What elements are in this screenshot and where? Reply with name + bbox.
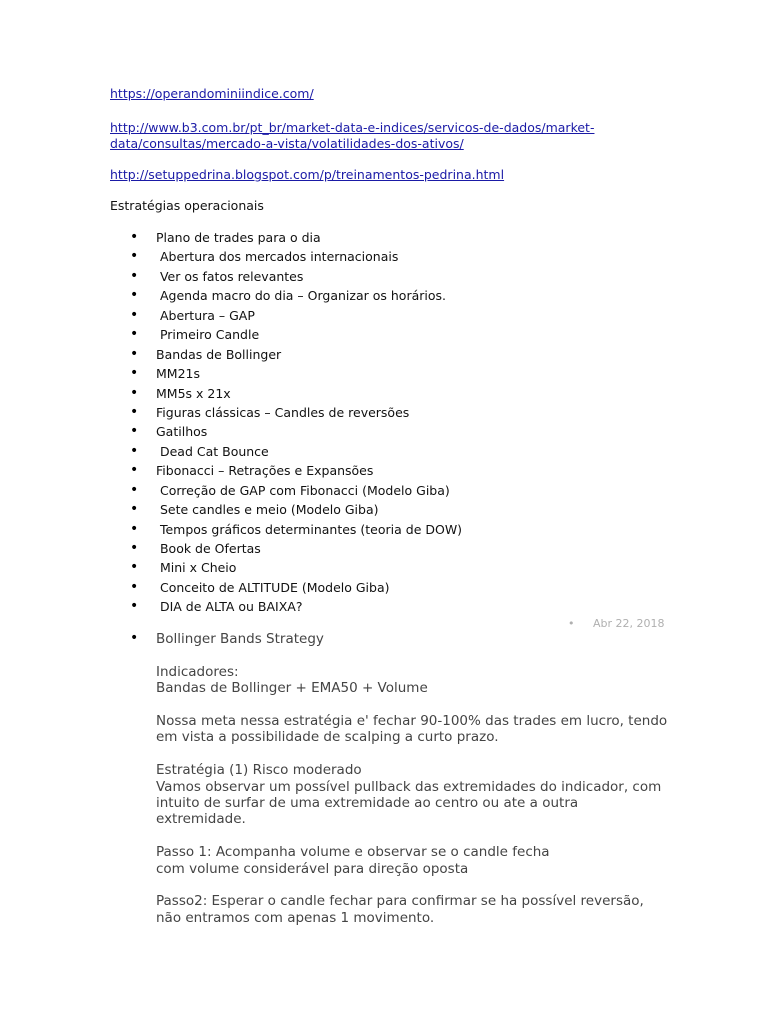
step-2-line-2: não entramos com apenas 1 movimento. xyxy=(156,909,435,926)
goal-line-2: em vista a possibilidade de scalping a curto prazo. xyxy=(156,729,499,746)
list-item: • Tempos gráficos determinantes (teoria de DOW) xyxy=(130,520,462,539)
list-item: • Conceito de ALTITUDE (Modelo Giba) xyxy=(130,578,462,597)
list-item: • MM5s x 21x xyxy=(130,384,462,403)
list-item: • DIA de ALTA ou BAIXA? xyxy=(130,597,462,616)
list-item: • Primeiro Candle xyxy=(130,325,462,344)
list-item: • Dead Cat Bounce xyxy=(130,442,462,461)
list-item: • Agenda macro do dia – Organizar os horários. xyxy=(130,286,462,305)
goal-line-1: Nossa meta nessa estratégia e' fechar 90-100% das trades em lucro, tendo xyxy=(156,713,668,729)
strategy-block xyxy=(156,631,676,943)
strategy-1-line-3: extremidade. xyxy=(156,811,246,828)
list-item: • Book de Ofertas xyxy=(130,539,462,558)
link-b3-volatilidades-line1[interactable]: http://www.b3.com.br/pt_br/market-data-e-indices/servicos-de-dados/market- xyxy=(110,120,595,135)
strategy-bullet: • xyxy=(130,630,139,646)
step-1-line-2: com volume considerável para direção oposta xyxy=(156,860,469,877)
link-b3-volatilidades-line2[interactable]: data/consultas/mercado-a-vista/volatilidades-dos-ativos/ xyxy=(110,136,464,151)
indicators-label: Indicadores: xyxy=(156,663,239,680)
list-item: • Abertura – GAP xyxy=(130,306,462,325)
link-operandominiindice[interactable]: https://operandominiindice.com/ xyxy=(110,86,314,101)
list-item: • Plano de trades para o dia xyxy=(130,228,462,247)
list-item: • Ver os fatos relevantes xyxy=(130,267,462,286)
strategy-list xyxy=(130,228,462,617)
list-item: • Sete candles e meio (Modelo Giba) xyxy=(130,500,462,519)
list-item: • Fibonacci – Retrações e Expansões xyxy=(130,461,462,480)
list-item: • Abertura dos mercados internacionais xyxy=(130,247,462,266)
list-item: • Correção de GAP com Fibonacci (Modelo Giba) xyxy=(130,481,462,500)
section-heading: Estratégias operacionais xyxy=(110,198,264,213)
post-date: Abr 22, 2018 xyxy=(593,617,665,630)
strategy-1-line-2: intuito de surfar de uma extremidade ao centro ou ate a outra xyxy=(156,795,579,812)
indicators-text: Bandas de Bollinger + EMA50 + Volume xyxy=(156,680,428,697)
list-item: • Figuras clássicas – Candles de reversões xyxy=(130,403,462,422)
list-item: • Mini x Cheio xyxy=(130,558,462,577)
step-2-line-1: Passo2: Esperar o candle fechar para confirmar se ha possível reversão, xyxy=(156,893,644,910)
list-item: • MM21s xyxy=(130,364,462,383)
list-item: • Bandas de Bollinger xyxy=(130,345,462,364)
link-setuppedrina[interactable]: http://setuppedrina.blogspot.com/p/treinamentos-pedrina.html xyxy=(110,167,505,182)
step-1-line-1: Passo 1: Acompanha volume e observar se o candle fecha xyxy=(156,844,550,861)
meta-bullet: • xyxy=(568,617,575,630)
strategy-1-line-1: Vamos observar um possível pullback das extremidades do indicador, com xyxy=(156,778,662,795)
list-item: • Gatilhos xyxy=(130,422,462,441)
strategy-1-title: Estratégia (1) Risco moderado xyxy=(156,762,362,779)
strategy-title: Bollinger Bands Strategy xyxy=(156,631,324,647)
